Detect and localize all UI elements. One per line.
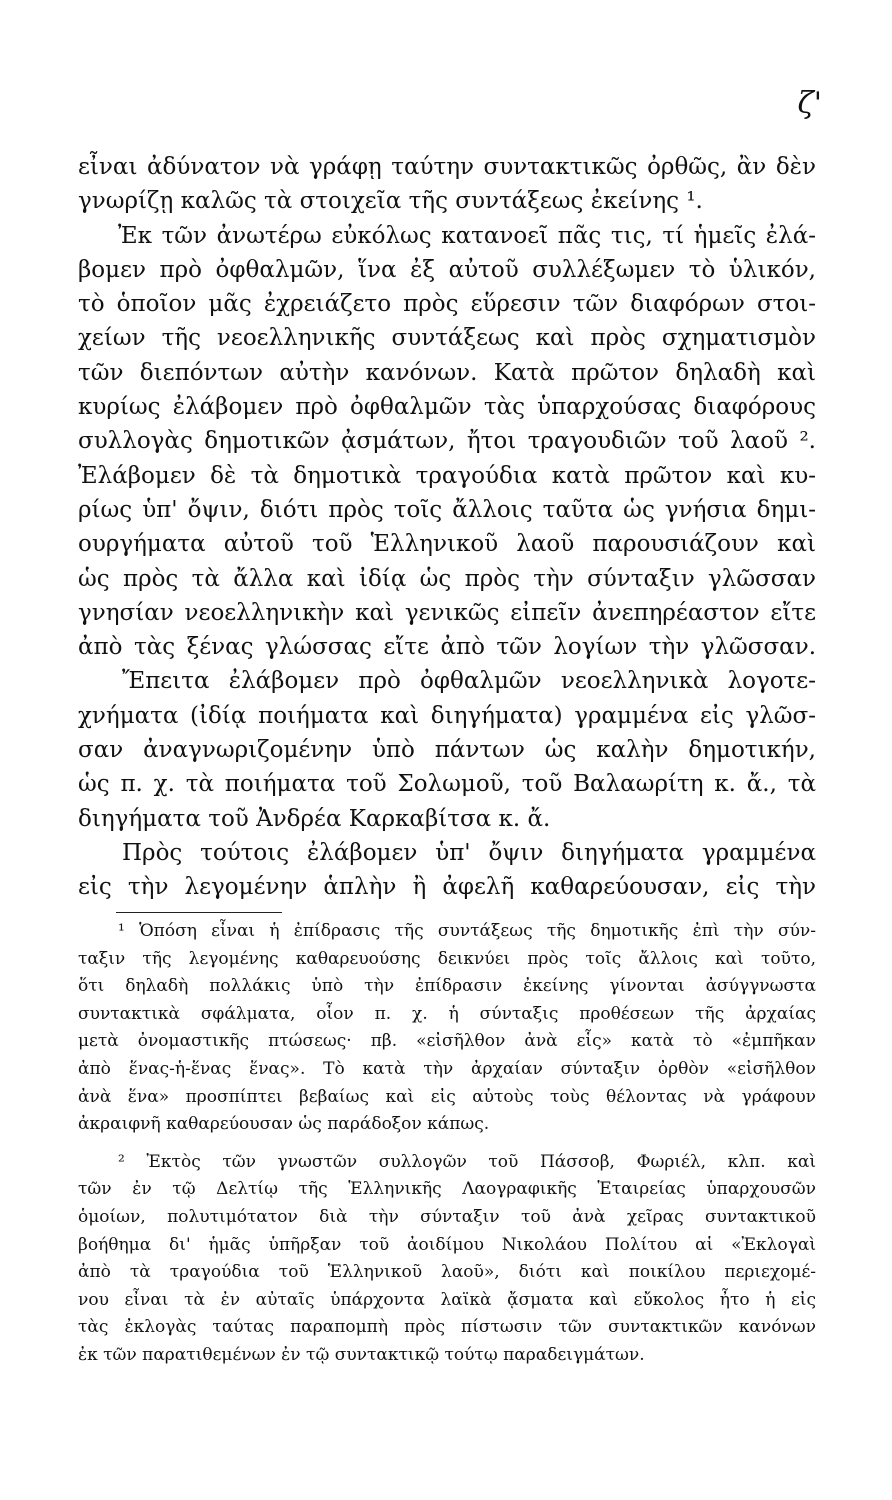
text-line: γνησίαν νεοελληνικὴν καὶ γενικῶς εἰπεῖν ἀνεπηρέαστον εἴτε <box>78 599 816 626</box>
text-line: γνωρίζῃ καλῶς τὰ στοιχεῖα τῆς συντάξεως ἐκείνης ¹. <box>78 188 703 215</box>
text-line: τὸ ὁποῖον μᾶς ἐχρειάζετο πρὸς εὕρεσιν τῶν διαφόρων στοι- <box>78 291 816 318</box>
footnote-line: μετὰ ὀνομαστικῆς πτώσεως· πβ. «εἰσῆλθον ἀνὰ εἷς» κατὰ τὸ «ἐμπῆκαν <box>78 1031 816 1052</box>
text-line: βομεν πρὸ ὀφθαλμῶν, ἵνα ἐξ αὐτοῦ συλλέξωμεν τὸ ὑλικόν, <box>78 256 816 283</box>
text-line: ὡς π. χ. τὰ ποιήματα τοῦ Σολωμοῦ, τοῦ Βαλαωρίτη κ. ἄ., τὰ <box>78 771 816 798</box>
footnote-divider <box>116 912 282 913</box>
text-line: διηγήματα τοῦ Ἀνδρέα Καρκαβίτσα κ. ἄ. <box>78 805 551 832</box>
text-line: τῶν διεπόντων αὐτὴν κανόνων. Κατὰ πρῶτον δηλαδὴ καὶ <box>78 359 816 386</box>
text-line: κυρίως ἐλάβομεν πρὸ ὀφθαλμῶν τὰς ὑπαρχούσας διαφόρους <box>78 394 816 421</box>
footnote-line: ἀπὸ ἕνας-ἡ-ἕνας ἕνας». Τὸ κατὰ τὴν ἀρχαίαν σύνταξιν ὀρθὸν «εἰσῆλθον <box>78 1058 816 1079</box>
footnote-line: ἀνὰ ἕνα» προσπίπτει βεβαίως καὶ εἰς αὐτοὺς τοὺς θέλοντας νὰ γράφουν <box>78 1086 816 1107</box>
text-line: ουργήματα αὐτοῦ τοῦ Ἑλληνικοῦ λαοῦ παρουσιάζουν καὶ <box>78 531 816 558</box>
text-line: ἀπὸ τὰς ξένας γλώσσας εἴτε ἀπὸ τῶν λογίων τὴν γλῶσσαν. <box>78 634 816 661</box>
text-line: Ἐκ τῶν ἀνωτέρω εὐκόλως κατανοεῖ πᾶς τις, τί ἡμεῖς ἐλά- <box>118 222 816 249</box>
footnote-gap <box>78 1139 816 1149</box>
text-line: σαν ἀναγνωριζομένην ὑπὸ πάντων ὡς καλὴν δημοτικήν, <box>78 737 816 764</box>
text-line: Ἐλάβομεν δὲ τὰ δημοτικὰ τραγούδια κατὰ πρῶτον καὶ κυ- <box>78 462 816 489</box>
text-line: ρίως ὑπ' ὄψιν, διότι πρὸς τοῖς ἄλλοις ταῦτα ὡς γνήσια δημι- <box>78 496 816 523</box>
text-line: εἶναι ἀδύνατον νὰ γράφῃ ταύτην συντακτικῶς ὀρθῶς, ἂν δὲν <box>78 154 816 180</box>
text-line: Πρὸς τούτοις ἐλάβομεν ὑπ' ὄψιν διηγήματα γραμμένα <box>122 839 816 866</box>
footnote-line: ὁμοίων, πολυτιμότατον διὰ τὴν σύνταξιν τοῦ ἀνὰ χεῖρας συντακτικοῦ <box>78 1206 816 1227</box>
text-line: χείων τῆς νεοελληνικῆς συντάξεως καὶ πρὸς σχηματισμὸν <box>78 325 816 352</box>
footnote-line: ὅτι δηλαδὴ πολλάκις ὑπὸ τὴν ἐπίδρασιν ἐκείνης γίνονται ἀσύγγνωστα <box>78 976 816 997</box>
page-number: ζ' <box>797 86 822 121</box>
footnote-line: νου εἶναι τὰ ἐν αὐταῖς ὑπάρχοντα λαϊκὰ ᾄσματα καὶ εὔκολος ἦτο ἡ εἰς <box>78 1289 816 1310</box>
text-line: συλλογὰς δημοτικῶν ᾀσμάτων, ἤτοι τραγουδιῶν τοῦ λαοῦ ². <box>78 428 816 455</box>
footnotes <box>78 918 816 1370</box>
footnote-line: συντακτικὰ σφάλματα, οἷον π. χ. ἡ σύνταξις προθέσεων τῆς ἀρχαίας <box>78 1003 816 1024</box>
text-line: εἰς τὴν λεγομένην ἁπλὴν ἢ ἀφελῆ καθαρεύουσαν, εἰς τὴν <box>78 874 816 901</box>
text-line: ὡς πρὸς τὰ ἄλλα καὶ ἰδίᾳ ὡς πρὸς τὴν σύνταξιν γλῶσσαν <box>78 565 816 592</box>
footnote-line: ἀπὸ τὰ τραγούδια τοῦ Ἑλληνικοῦ λαοῦ», διότι καὶ ποικίλου περιεχομέ- <box>78 1262 816 1283</box>
footnote-line: τὰς ἐκλογὰς ταύτας παραπομπὴ πρὸς πίστωσιν τῶν συντακτικῶν κανόνων <box>78 1317 816 1338</box>
text-line: χνήματα (ἰδίᾳ ποιήματα καὶ διηγήματα) γραμμένα εἰς γλῶσ- <box>78 702 816 729</box>
footnote-line: ταξιν τῆς λεγομένης καθαρευούσης δεικνύει πρὸς τοῖς ἄλλοις καὶ τοῦτο, <box>78 948 816 969</box>
footnote-line: ² Ἐκτὸς τῶν γνωστῶν συλλογῶν τοῦ Πάσσοβ, Φωριέλ, κλπ. καὶ <box>118 1151 816 1172</box>
footnote-line: τῶν ἐν τῷ Δελτίῳ τῆς Ἑλληνικῆς Λαογραφικῆς Ἑταιρείας ὑπαρχουσῶν <box>78 1179 816 1200</box>
footnote-line: ¹ Ὁπόση εἶναι ἡ ἐπίδρασις τῆς συντάξεως τῆς δημοτικῆς ἐπὶ τὴν σύν- <box>118 921 816 941</box>
footnote-line: βοήθημα δι' ἡμᾶς ὑπῆρξαν τοῦ ἀοιδίμου Νικολάου Πολίτου αἱ «Ἐκλογαὶ <box>78 1234 816 1255</box>
footnote-line: ἐκ τῶν παρατιθεμένων ἐν τῷ συντακτικῷ τούτῳ παραδειγμάτων. <box>78 1344 645 1365</box>
text-line: Ἔπειτα ἐλάβομεν πρὸ ὀφθαλμῶν νεοελληνικὰ λογοτε- <box>122 668 816 695</box>
footnote-line: ἀκραιφνῆ καθαρεύουσαν ὡς παράδοξον κάπως. <box>78 1114 490 1135</box>
main-text <box>78 150 816 905</box>
